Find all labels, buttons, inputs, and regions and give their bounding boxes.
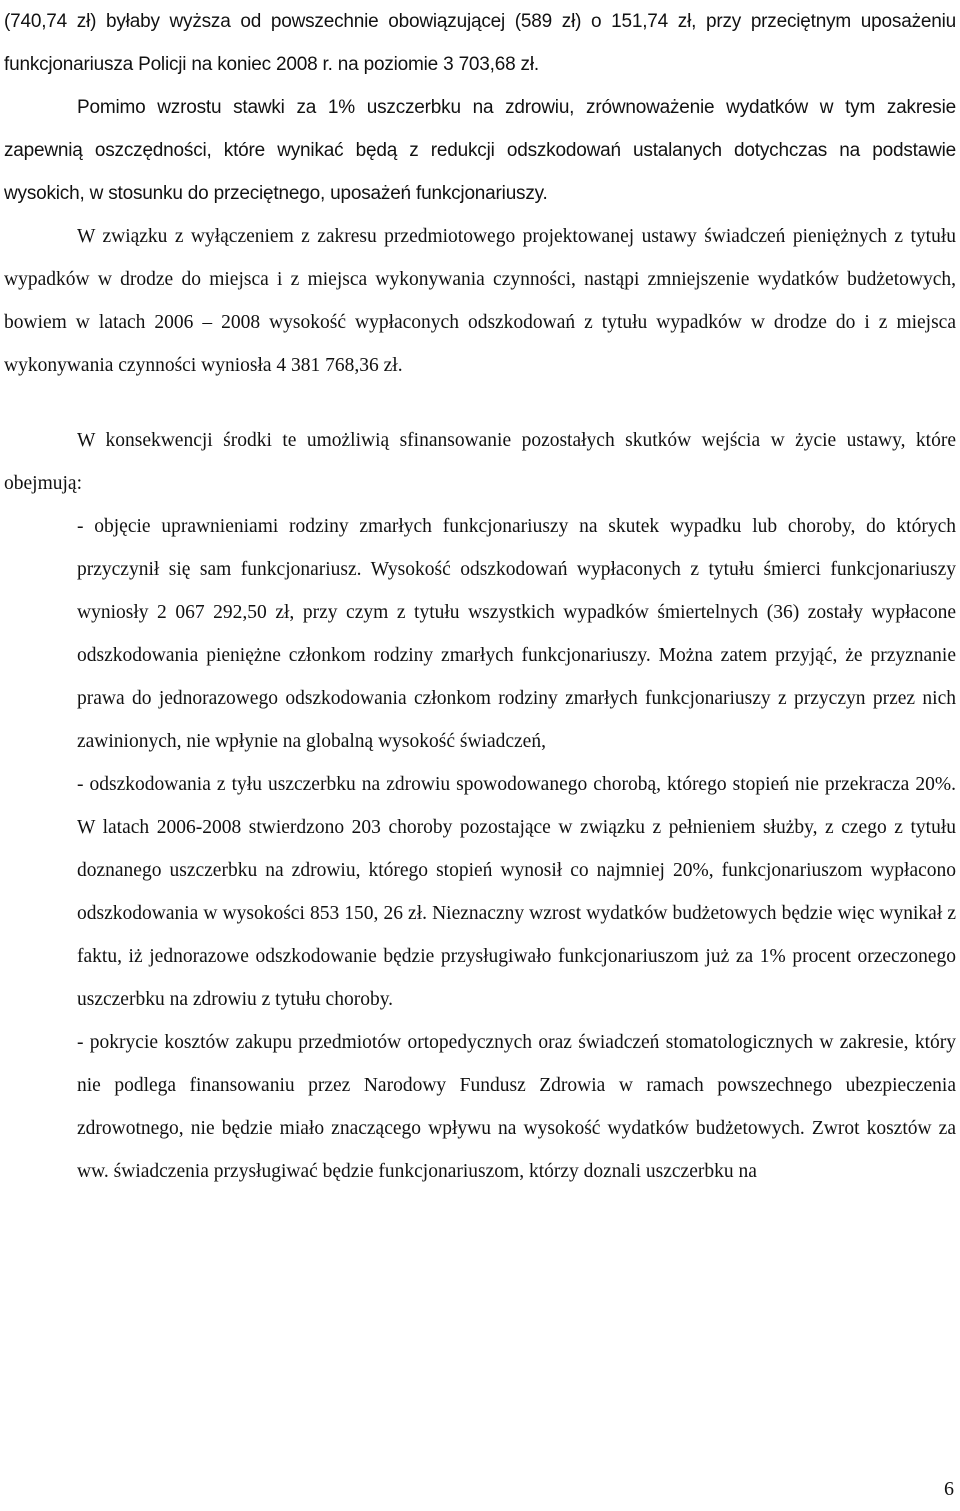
paragraph-continuation: (740,74 zł) byłaby wyższa od powszechnie obowiązującej (589 zł) o 151,74 zł, przy przeciętnym uposażeniu funkcjonariusza Policji na koniec 2008 r. na poziomie 3 703,68 zł.: [4, 11, 956, 75]
page-number: 6: [944, 1478, 954, 1500]
list-item-family-rights: - objęcie uprawnieniami rodziny zmarłych funkcjonariuszy na skutek wypadku lub choroby, do których przyczynił się sam funkcjonariusz. Wysokość odszkodowań wypłaconych z tytułu śmierci funkcjonariuszy wyniosły 2 067 292,50 zł, przy czym z tytułu wszystkich wypadków śmiertelnych (36) zostały wypłacone odszkodowania pieniężne członkom rodziny zmarłych funkcjonariuszy. Można zatem przyjąć, że przyznanie prawa do jednorazowego odszkodowania członkom rodziny zmarłych funkcjonariuszy z przyczyn przez nich zawinionych, nie wpłynie na globalną wysokość świadczeń,: [77, 516, 956, 752]
paragraph-exclusion-savings: W związku z wyłączeniem z zakresu przedmiotowego projektowanej ustawy świadczeń pieniężnych z tytułu wypadków w drodze do miejsca i z miejsca wykonywania czynności, nastąpi zmniejszenie wydatków budżetowych, bowiem w latach 2006 – 2008 wysokość wypłaconych odszkodowań z tytułu wypadków w drodze do i z miejsca wykonywania czynności wyniosła 4 381 768,36 zł.: [4, 226, 956, 376]
paragraph-consequences-intro: W konsekwencji środki te umożliwią sfinansowanie pozostałych skutków wejścia w życie ustawy, które obejmują:: [4, 430, 956, 494]
list-item-illness-compensation: - odszkodowania z tyłu uszczerbku na zdrowiu spowodowanego chorobą, którego stopień nie przekracza 20%. W latach 2006-2008 stwierdzono 203 choroby pozostające w związku z pełnieniem służby, z czego z tytułu doznanego uszczerbku na zdrowiu, którego stopień wynosił co najmniej 20%, funkcjonariuszom wypłacono odszkodowania w wysokości 853 150, 26 zł. Nieznaczny wzrost wydatków budżetowych będzie więc wynikał z faktu, iż jednorazowe odszkodowanie będzie przysługiwało funkcjonariuszom już za 1% procent orzeczonego uszczerbku na zdrowiu z tytułu choroby.: [77, 774, 956, 1010]
document-page: [4, 0, 956, 1193]
list-item-orthopedic-dental-costs: - pokrycie kosztów zakupu przedmiotów ortopedycznych oraz świadczeń stomatologicznych w zakresie, który nie podlega finansowaniu przez Narodowy Fundusz Zdrowia w ramach powszechnego ubezpieczenia zdrowotnego, nie będzie miało znaczącego wpływu na wysokość wydatków budżetowych. Zwrot kosztów za ww. świadczenia przysługiwać będzie funkcjonariuszom, którzy doznali uszczerbku na: [77, 1032, 956, 1182]
paragraph-compensation-balance: Pomimo wzrostu stawki za 1% uszczerbku na zdrowiu, zrównoważenie wydatków w tym zakresie zapewnią oszczędności, które wynikać będą z redukcji odszkodowań ustalanych dotychczas na podstawie wysokich, w stosunku do przeciętnego, uposażeń funkcjonariuszy.: [4, 97, 956, 204]
